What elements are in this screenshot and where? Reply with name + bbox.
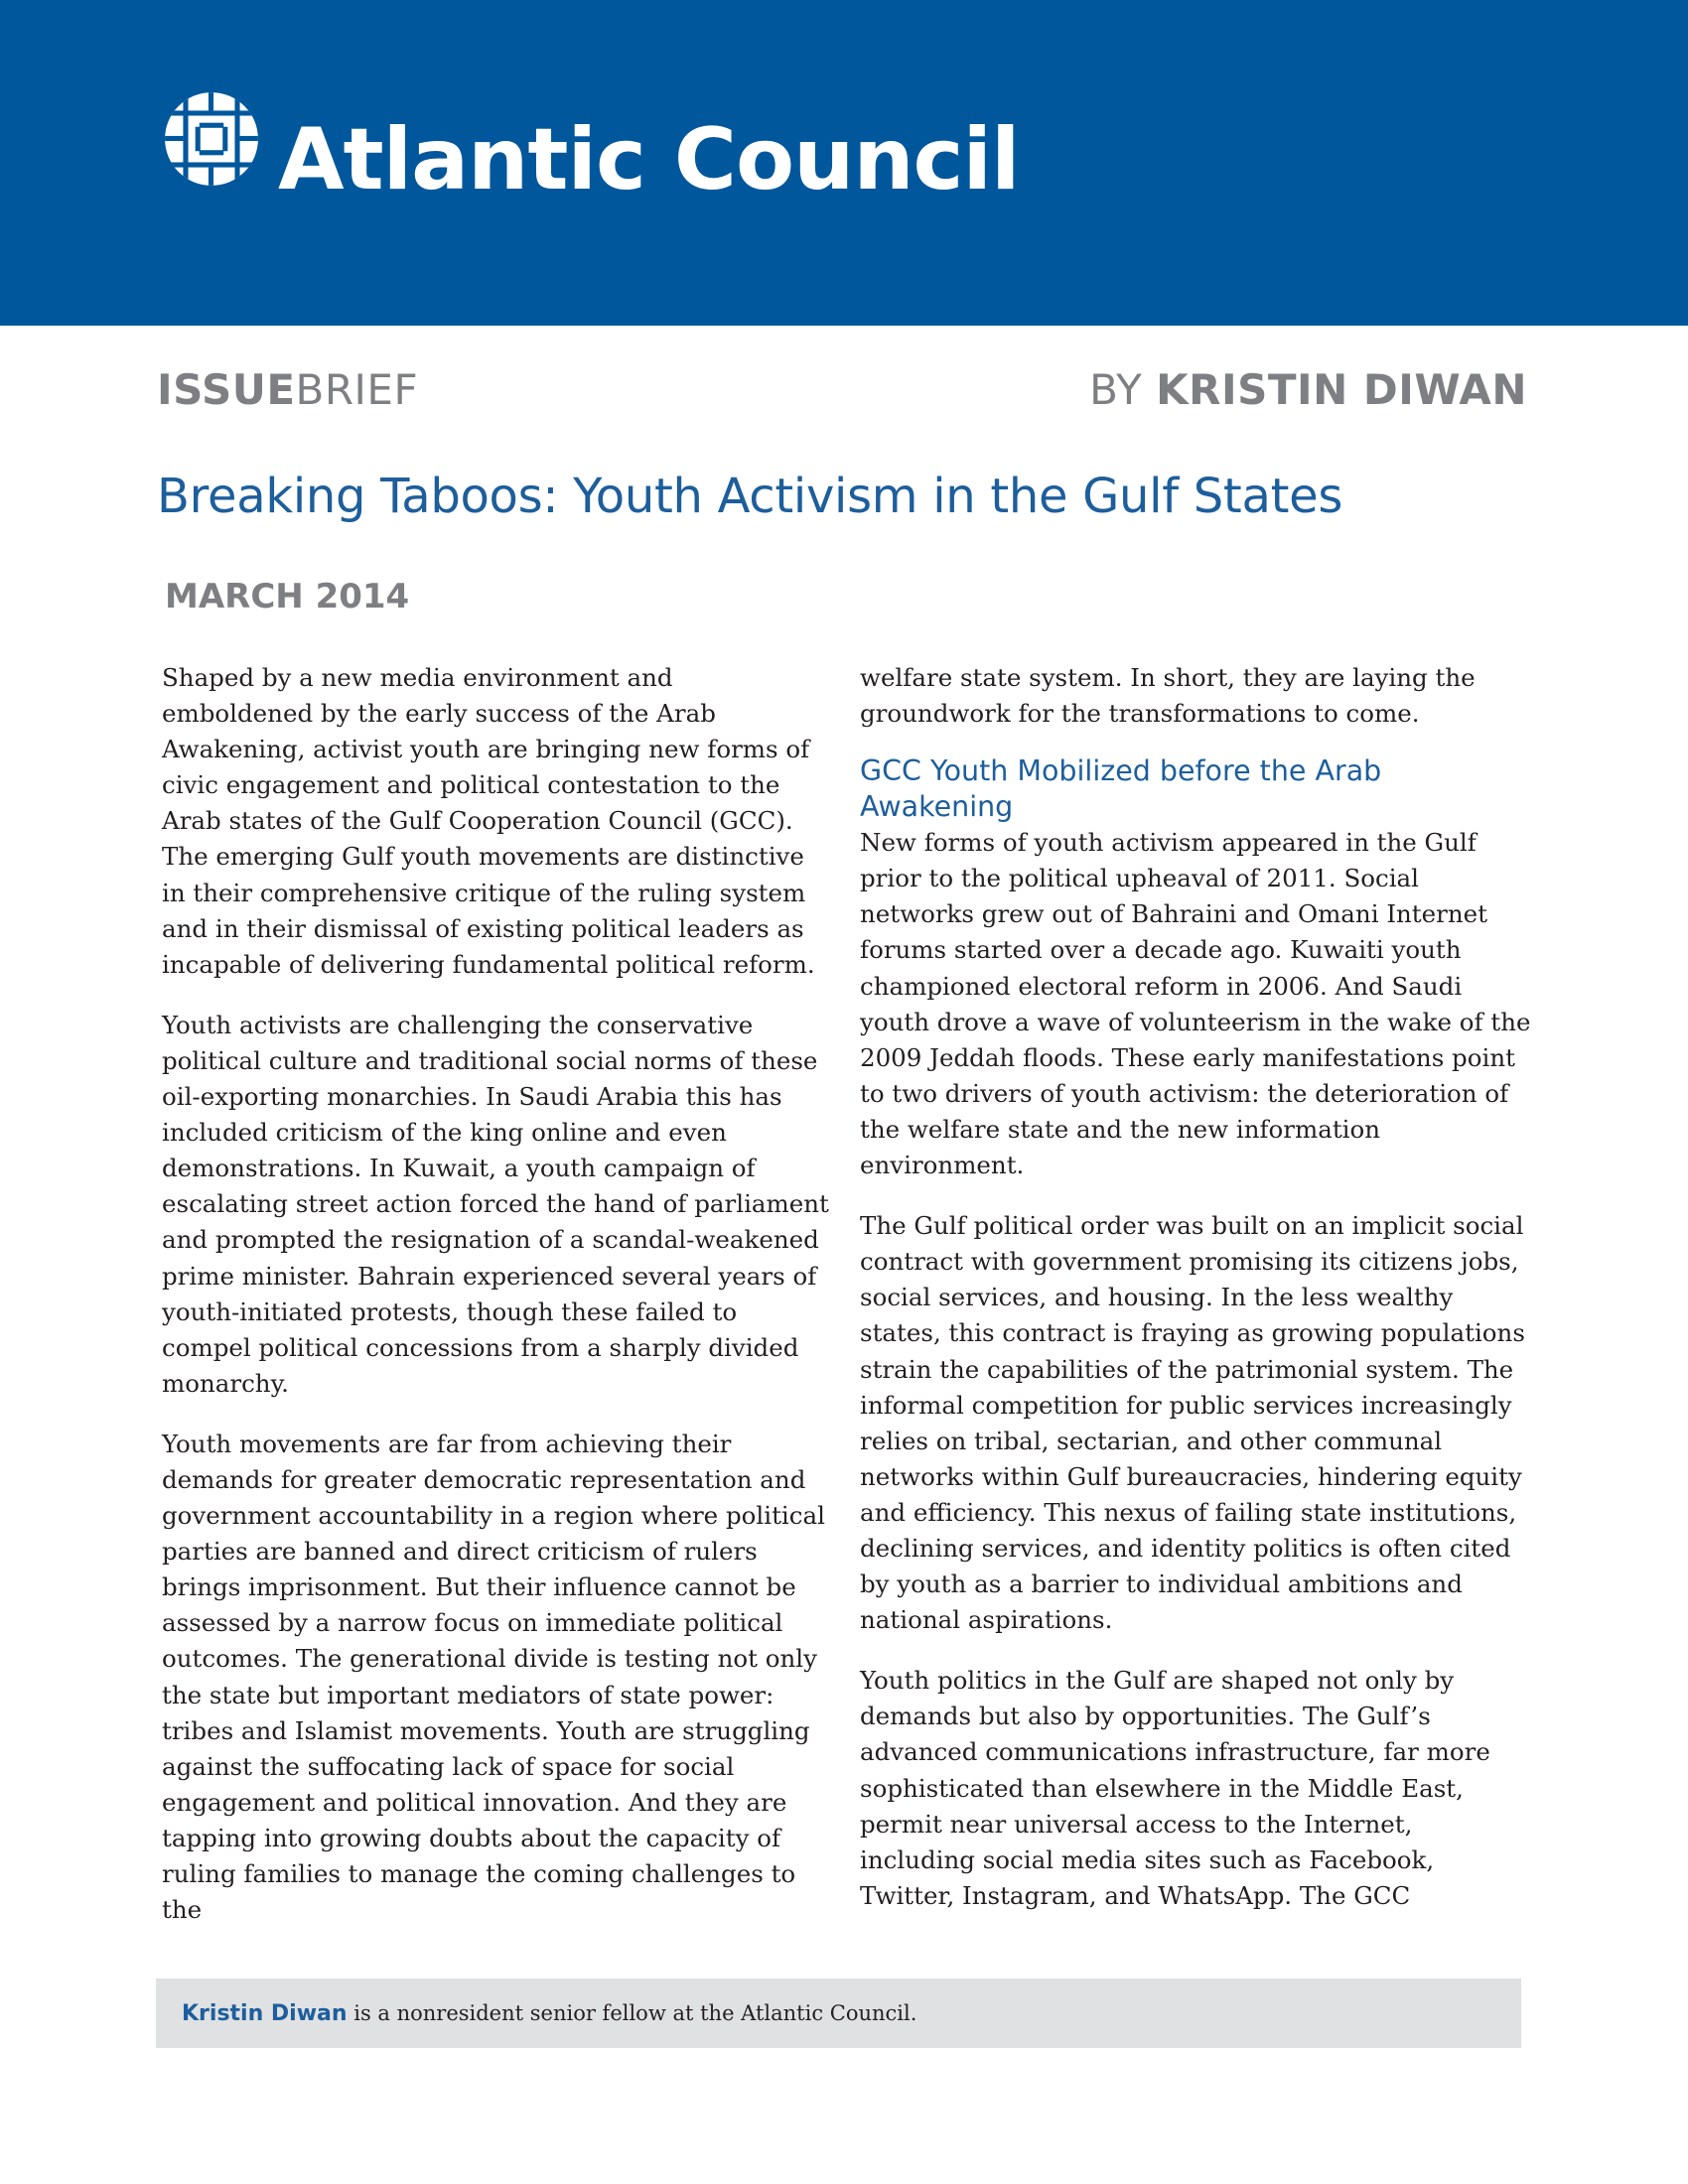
issue-brief-label <box>157 365 419 414</box>
author-byline <box>1089 365 1527 414</box>
body-paragraph: New forms of youth activism appeared in the Gulf prior to the political upheaval of 2011. Social networks grew out of Bahraini and Omani Internet forums started over a decade ago. Kuwaiti youth championed electoral reform in 2006. And Saudi youth drove a wave of volunteerism in the wake of the 2009 Jeddah floods. These early manifestations point to two drivers of youth activism: the deterioration of the welfare state and the new information environment. <box>860 828 1531 1180</box>
author-bio-text: is a nonresident senior fellow at the Atlantic Council. <box>347 2001 917 2025</box>
author-bio-box <box>156 1979 1521 2048</box>
body-paragraph: The Gulf political order was built on an implicit social contract with government promising its citizens jobs, social services, and housing. In the less wealthy states, this contract is fraying as growing populations strain the capabilities of the patrimonial system. The informal competition for public services increasingly relies on tribal, sectarian, and other communal networks within Gulf bureaucracies, hindering equity and efficiency. This nexus of failing state institutions, declining services, and identity politics is often cited by youth as a barrier to individual ambitions and national aspirations. <box>860 1211 1525 1635</box>
body-column-left <box>162 660 829 1953</box>
publication-date: MARCH 2014 <box>165 577 410 616</box>
byline-prefix: BY <box>1089 365 1157 414</box>
page-title: Breaking Taboos: Youth Activism in the Gulf States <box>157 469 1343 524</box>
body-column-right <box>860 660 1535 1939</box>
brand-name: Atlantic Council <box>278 110 1020 209</box>
author-bio <box>182 1979 916 2048</box>
issue-label: ISSUE <box>157 365 296 414</box>
body-paragraph: Shaped by a new media environment and emboldened by the early success of the Arab Awakening, activist youth are bringing new forms of civic engagement and political contestation to the Arab states of the Gulf Cooperation Council (GCC). The emerging Gulf youth movements are distinctive in their comprehensive critique of the ruling system and in their dismissal of existing political leaders as incapable of delivering fundamental political reform. <box>162 663 815 979</box>
body-paragraph: Youth politics in the Gulf are shaped not only by demands but also by opportunities. The Gulf’s advanced communications infrastructure, far more sophisticated than elsewhere in the Middle East, permit near universal access to the Internet, including social media sites such as Facebook, Twitter, Instagram, and WhatsApp. The GCC <box>860 1666 1490 1910</box>
author-bio-name: Kristin Diwan <box>182 2001 348 2026</box>
body-paragraph: welfare state system. In short, they are laying the groundwork for the transformations to come. <box>860 663 1476 729</box>
brief-label: BRIEF <box>295 365 419 414</box>
section-heading: GCC Youth Mobilized before the Arab Awakening <box>860 754 1382 824</box>
globe-icon <box>161 88 262 190</box>
byline-author: KRISTIN DIWAN <box>1156 365 1527 414</box>
body-paragraph: Youth activists are challenging the conservative political culture and traditional social norms of these oil-exporting monarchies. In Saudi Arabia this has included criticism of the king online and even demonstrations. In Kuwait, a youth campaign of escalating street action forced the hand of parliament and prompted the resignation of a scandal-weakened prime minister. Bahrain experienced several years of youth-initiated protests, though these failed to compel political concessions from a sharply divided monarchy. <box>162 1010 829 1398</box>
body-paragraph: Youth movements are far from achieving their demands for greater democratic representation and government accountability in a region where political parties are banned and direct criticism of rulers brings imprisonment. But their influence cannot be assessed by a narrow focus on immediate political outcomes. The generational divide is testing not only the state but important mediators of state power: tribes and Islamist movements. Youth are struggling against the suffocating lack of space for social engagement and political innovation. And they are tapping into growing doubts about the capacity of ruling families to manage the coming challenges to the <box>162 1429 825 1925</box>
header-banner <box>0 0 1688 326</box>
